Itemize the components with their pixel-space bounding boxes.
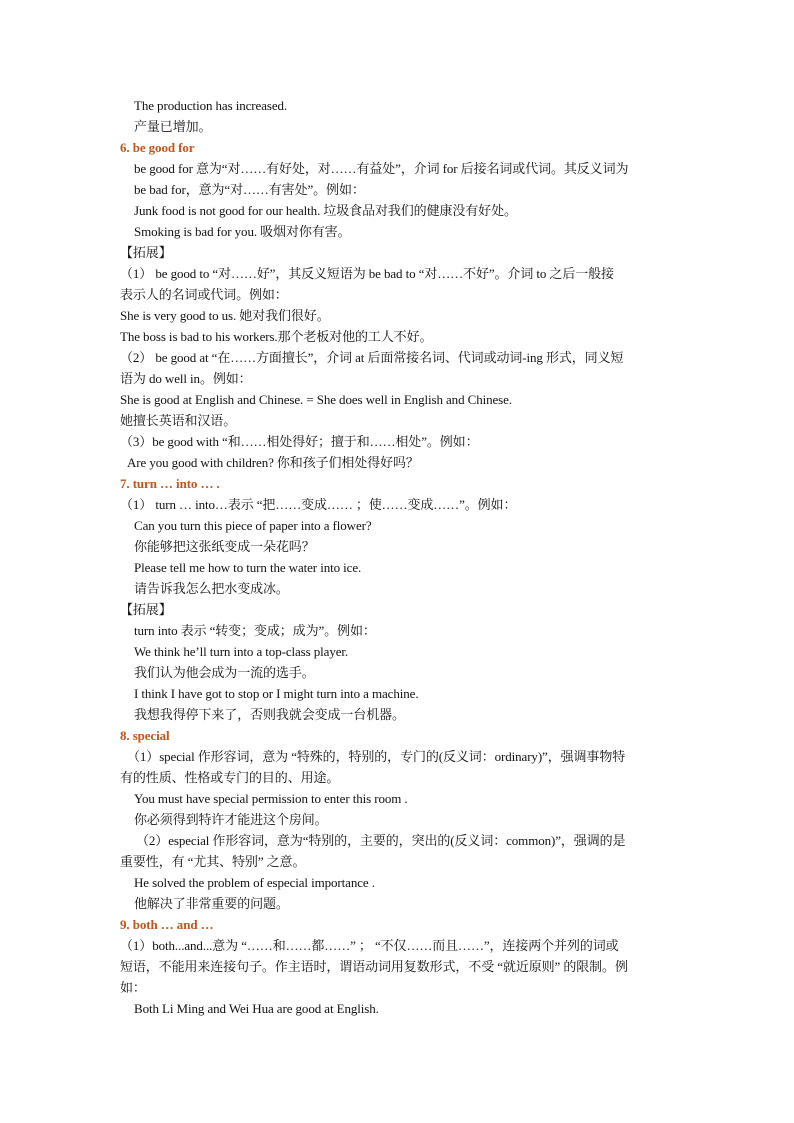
explanation-text: turn into 表示 “转变；变成；成为”。例如： bbox=[134, 623, 376, 638]
example-sentence: She is very good to us. 她对我们很好。 bbox=[120, 308, 330, 323]
explanation-text: （2） be good at “在……方面擅长”，介词 at 后面常接名词、代词或动词-ing 形式，同义短 bbox=[120, 350, 624, 365]
example-translation: 产量已增加。 bbox=[134, 119, 212, 134]
explanation-text: （2）especial 作形容词，意为“特别的，主要的，突出的(反义词：common)”，强调的是 bbox=[136, 833, 626, 848]
example-translation: 我想我得停下来了，否则我就会变成一台机器。 bbox=[134, 707, 405, 722]
example-sentence: Junk food is not good for our health. 垃圾食品对我们的健康没有好处。 bbox=[134, 203, 517, 218]
explanation-text: 重要性，有 “尤其、特别” 之意。 bbox=[120, 854, 306, 869]
example-sentence: He solved the problem of especial importance . bbox=[134, 875, 375, 890]
example-sentence: The production has increased. bbox=[134, 98, 288, 113]
example-sentence: We think he’ll turn into a top-class player. bbox=[134, 644, 349, 659]
explanation-text: （1） be good to “对……好”，其反义短语为 be bad to “对……不好”。介词 to 之后一般接 bbox=[120, 266, 614, 281]
example-translation: 请告诉我怎么把水变成冰。 bbox=[134, 581, 289, 596]
section-heading-9: 9. both … and … bbox=[120, 917, 214, 932]
explanation-text: 如： bbox=[120, 980, 146, 995]
section-heading-7: 7. turn … into … . bbox=[120, 476, 220, 491]
example-translation: 我们认为他会成为一流的选手。 bbox=[134, 665, 315, 680]
section-heading-8: 8. special bbox=[120, 728, 170, 743]
example-translation: 你必须得到特许才能进这个房间。 bbox=[134, 812, 328, 827]
explanation-text: be good for 意为“对……有好处，对……有益处”，介词 for 后接名词或代词。其反义词为 bbox=[134, 161, 629, 176]
example-sentence: Are you good with children? 你和孩子们相处得好吗？ bbox=[127, 455, 419, 470]
extension-label: 【拓展】 bbox=[120, 245, 172, 260]
example-translation: 她擅长英语和汉语。 bbox=[120, 413, 237, 428]
explanation-text: 有的性质、性格或专门的目的、用途。 bbox=[120, 770, 340, 785]
example-sentence: You must have special permission to enter this room . bbox=[134, 791, 408, 806]
explanation-text: 短语，不能用来连接句子。作主语时，谓语动词用复数形式，不受 “就近原则” 的限制。例 bbox=[120, 959, 628, 974]
explanation-text: （3）be good with “和……相处得好；擅于和……相处”。例如： bbox=[120, 434, 479, 449]
example-sentence: The boss is bad to his workers.那个老板对他的工人不好。 bbox=[120, 329, 433, 344]
explanation-text: 表示人的名词或代词。例如： bbox=[120, 287, 288, 302]
explanation-text: 语为 do well in。例如： bbox=[120, 371, 252, 386]
explanation-text: （1） turn … into…表示 “把……变成…… ；使……变成……”。例如： bbox=[120, 497, 517, 512]
explanation-text: be bad for，意为“对……有害处”。例如： bbox=[134, 182, 365, 197]
extension-label: 【拓展】 bbox=[120, 602, 172, 617]
example-translation: 你能够把这张纸变成一朵花吗？ bbox=[134, 539, 315, 554]
example-sentence: I think I have got to stop or I might turn into a machine. bbox=[134, 686, 419, 701]
example-sentence: Smoking is bad for you. 吸烟对你有害。 bbox=[134, 224, 351, 239]
example-translation: 他解决了非常重要的问题。 bbox=[134, 896, 289, 911]
example-sentence: Please tell me how to turn the water into ice. bbox=[134, 560, 362, 575]
section-heading-6: 6. be good for bbox=[120, 140, 195, 155]
example-sentence: She is good at English and Chinese. = She does well in English and Chinese. bbox=[120, 392, 512, 407]
example-sentence: Both Li Ming and Wei Hua are good at English. bbox=[134, 1001, 379, 1016]
example-sentence: Can you turn this piece of paper into a flower? bbox=[134, 518, 372, 533]
explanation-text: （1）special 作形容词，意为 “特殊的，特别的，专门的(反义词：ordinary)”，强调事物特 bbox=[127, 749, 626, 764]
explanation-text: （1）both...and...意为 “……和……都……” ； “不仅……而且……”，连接两个并列的词或 bbox=[120, 938, 619, 953]
